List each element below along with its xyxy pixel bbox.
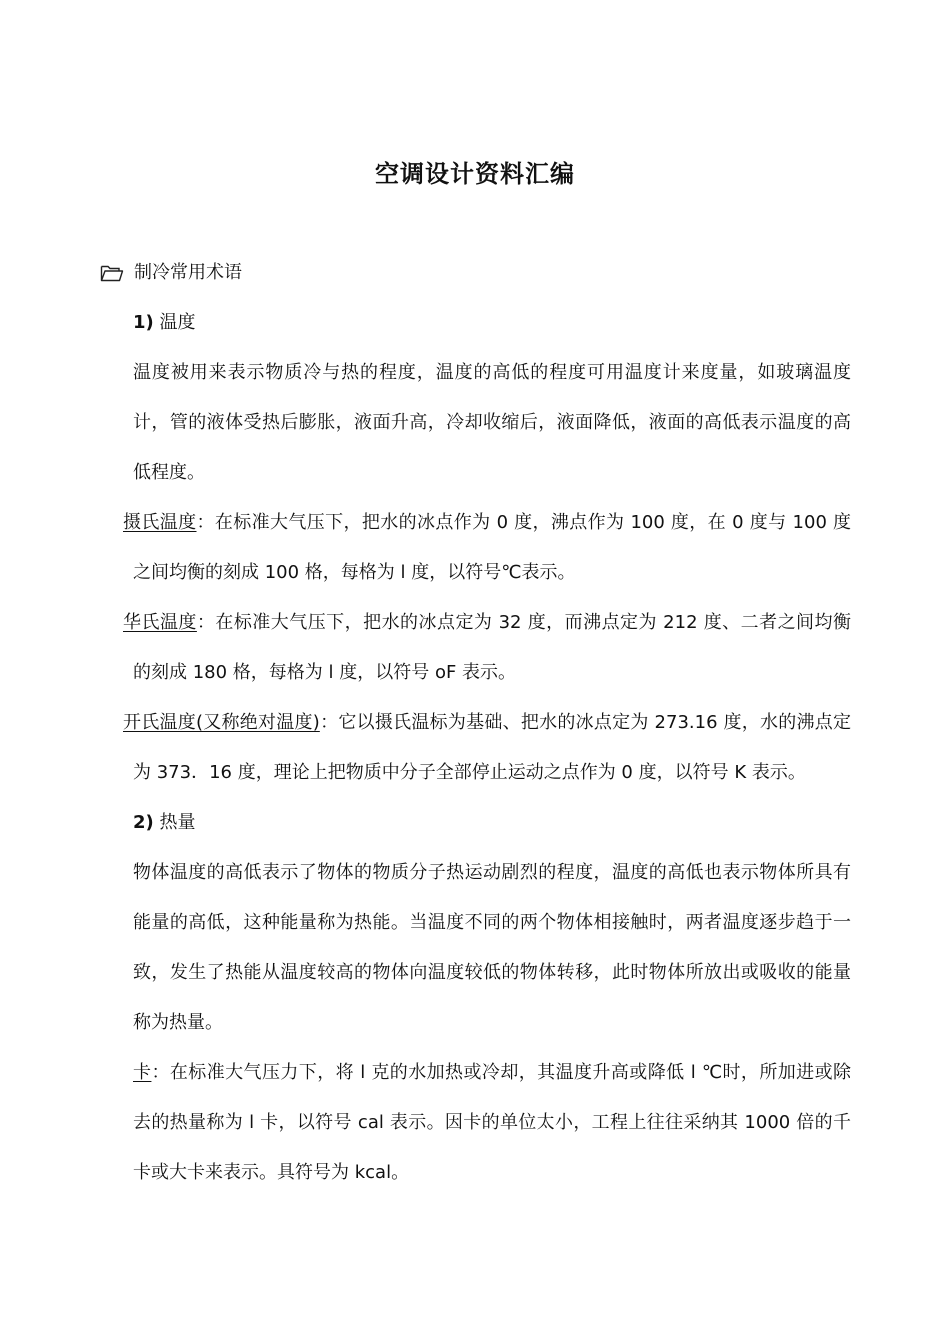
celsius-text: ：在标准大气压下，把水的冰点作为 0 度，沸点作为 100 度，在 0 度与 100 度之间均衡的刻成 100 格，每格为 l 度，以符号℃表示。 [133,512,851,583]
document-body [123,298,852,1198]
heat-paragraph: 物体温度的高低表示了物体的物质分子热运动剧烈的程度，温度的高低也表示物体所具有能量的高低，这种能量称为热能。当温度不同的两个物体相接触时，两者温度逐步趋于一致，发生了热能从温度较高的物体向温度较低的物体转移，此时物体所放出或吸收的能量称为热量。 [133,862,851,1033]
celsius-definition [123,498,851,598]
fahrenheit-definition [123,598,852,698]
kelvin-text: ：它以摄氏温标为基础、把水的冰点定为 273.16 度，水的沸点定为 373．16 度，理论上把物质中分子全部停止运动之点作为 0 度，以符号 K 表示。 [133,712,851,783]
subheading-heat [133,798,851,848]
subheading-number: 2) [133,812,154,833]
kelvin-term: 开氏温度(又称绝对温度) [123,712,320,733]
subheading-label: 热量 [159,812,196,833]
calorie-definition [133,1048,851,1198]
fahrenheit-term: 华氏温度 [123,612,197,633]
section-heading-label: 制冷常用术语 [134,262,242,283]
celsius-term: 摄氏温度 [123,512,197,533]
section-heading [100,258,242,288]
subheading-label: 温度 [159,312,196,333]
subheading-number: 1) [133,312,154,333]
fahrenheit-text: ：在标准大气压下，把水的冰点定为 32 度，而沸点定为 212 度、二者之间均衡的刻成 180 格，每格为 l 度，以符号 oF 表示。 [133,612,852,683]
calorie-term: 卡 [133,1062,152,1083]
temperature-paragraph: 温度被用来表示物质冷与热的程度，温度的高低的程度可用温度计来度量，如玻璃温度计，管的液体受热后膨胀，液面升高，冷却收缩后，液面降低，液面的高低表示温度的高低程度。 [133,362,851,483]
calorie-text: ：在标准大气压力下，将 l 克的水加热或冷却，其温度升高或降低 l ℃时，所加进或除去的热量称为 l 卡，以符号 cal 表示。因卡的单位太小，工程上往往采纳其 1000 倍的千卡或大卡来表示。具符号为 kcal。 [133,1062,852,1183]
folder-open-icon [100,263,124,283]
subheading-temperature [133,298,851,348]
document-title: 空调设计资料汇编 [375,160,575,188]
kelvin-definition [123,698,851,798]
